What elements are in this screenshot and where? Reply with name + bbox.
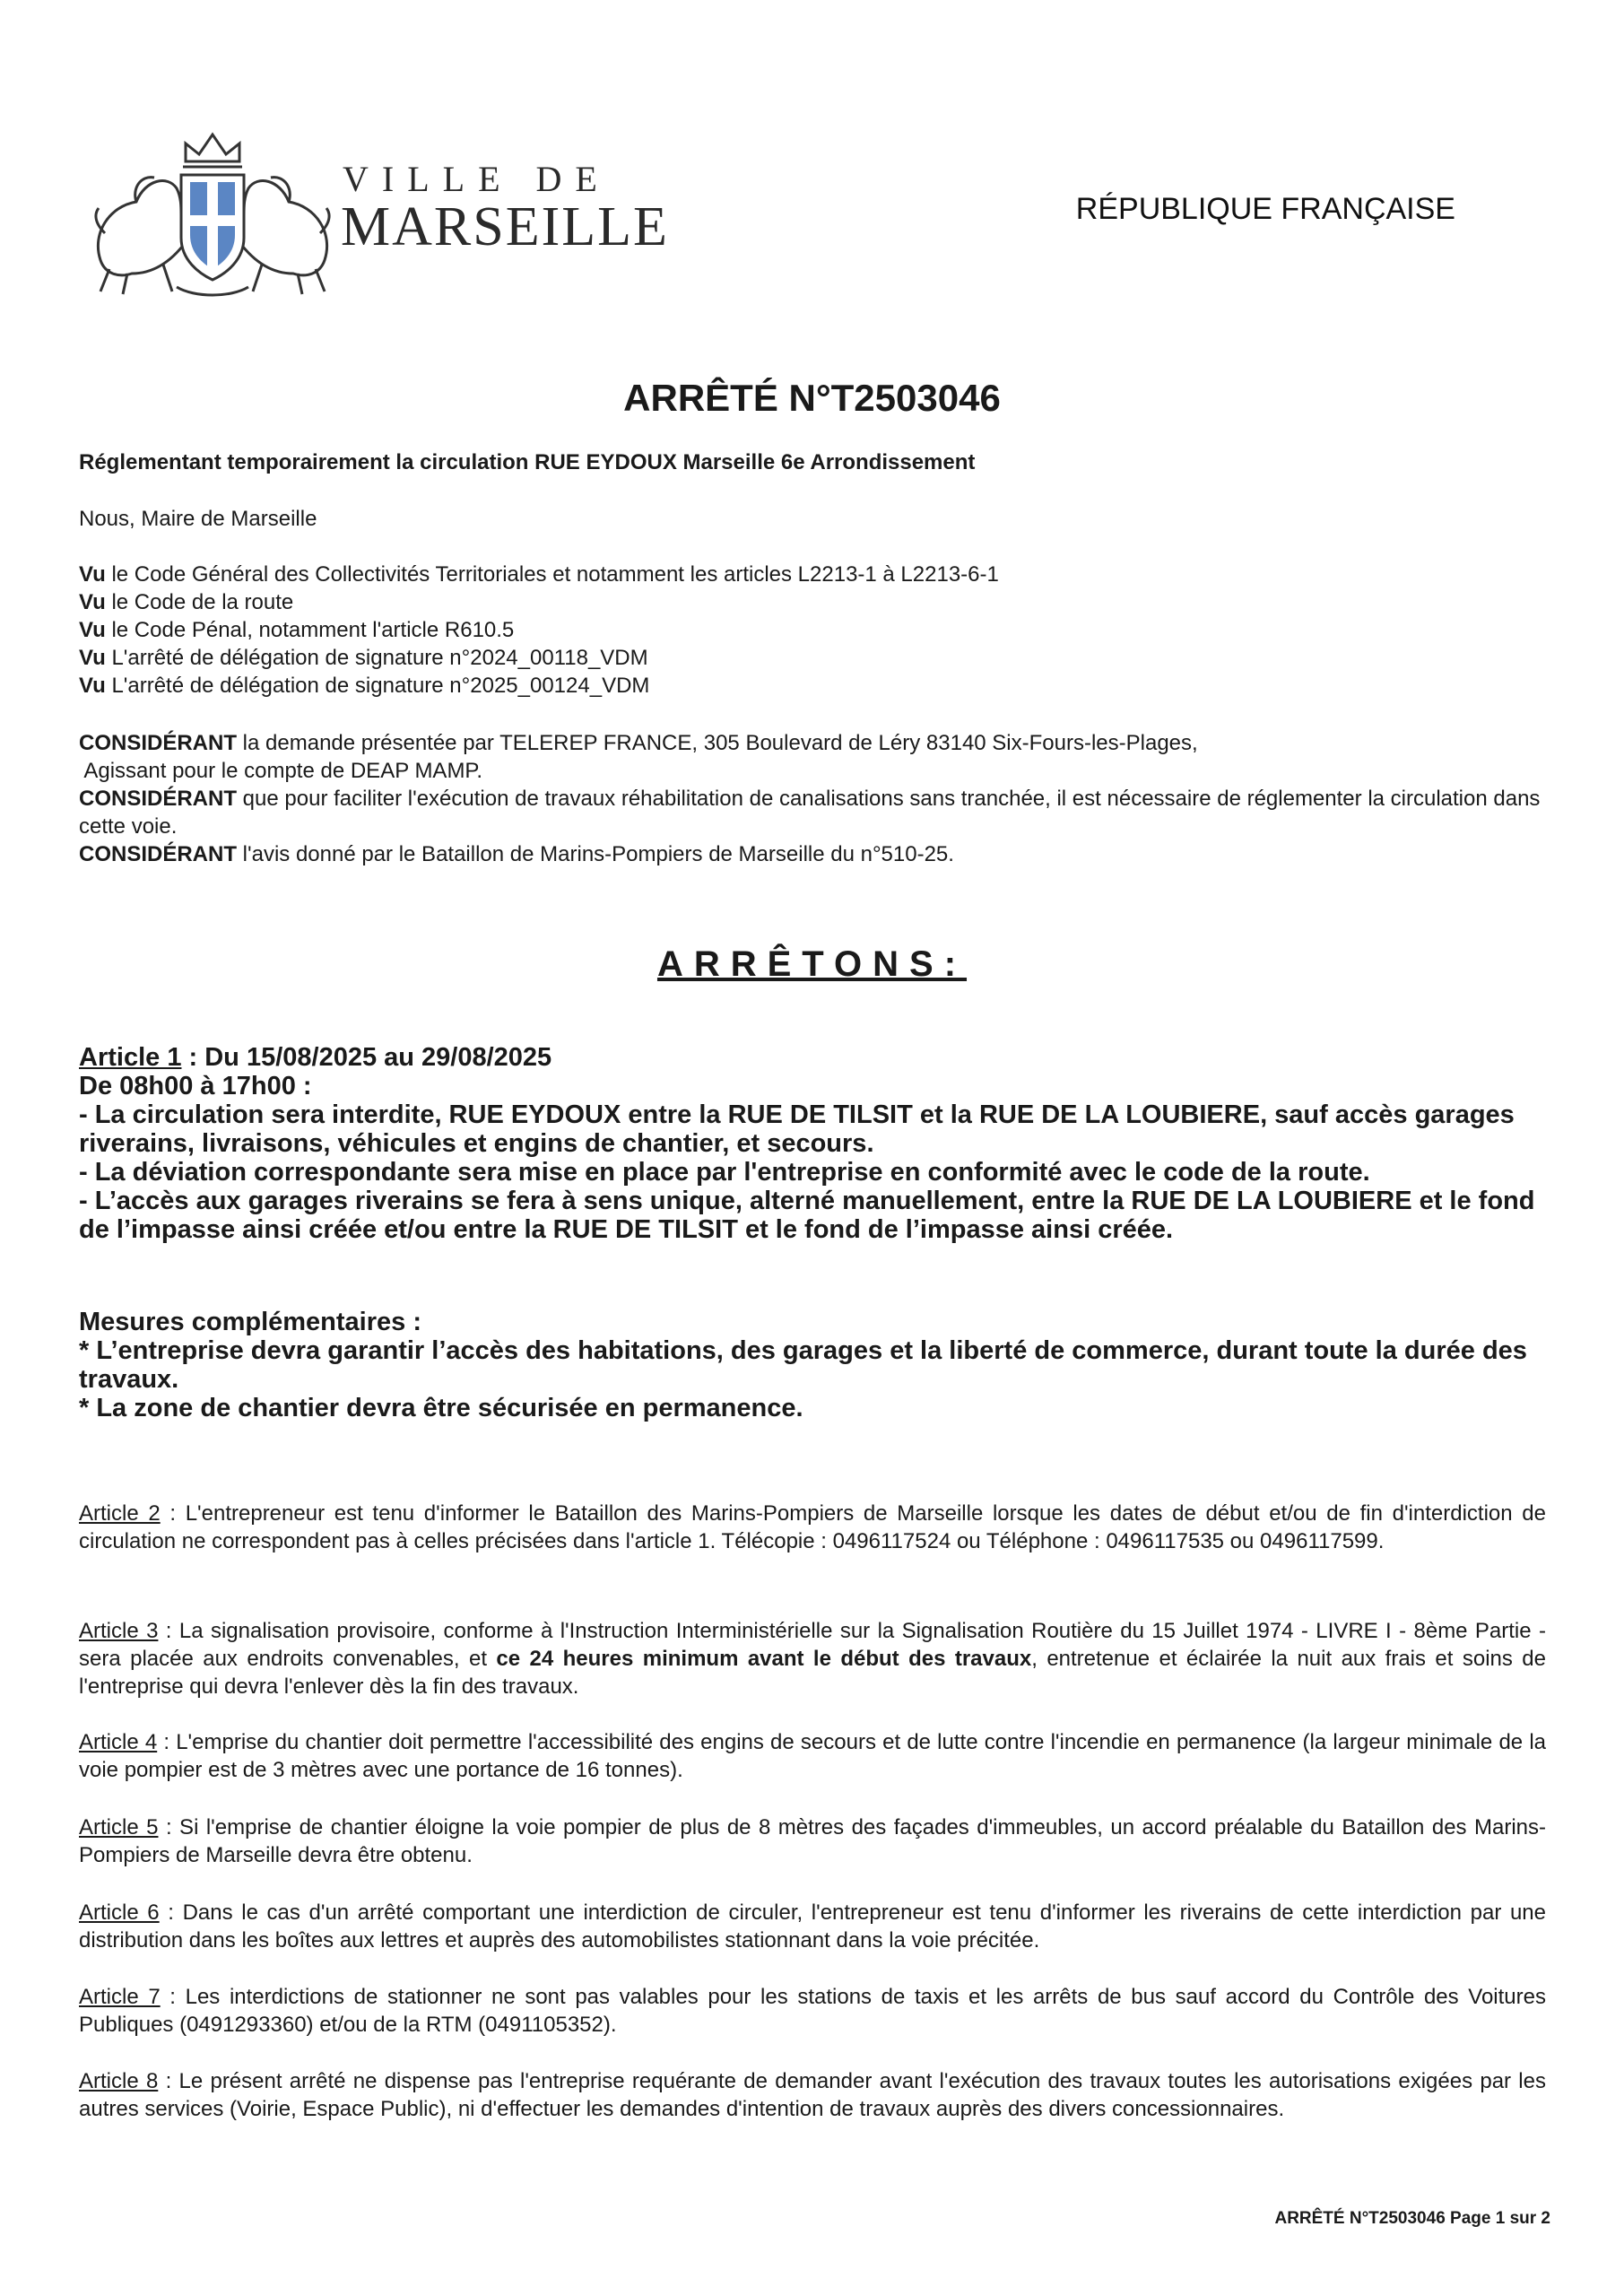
left-lion-icon [96, 178, 186, 294]
article-3-text-a: : La signalisation provisoire, conforme à l'Instruction Interministérielle sur la Signalisation Routière du 15 Juillet 1974 - LIVRE I - 8ème Partie - sera placée aux endroits convenables, et [79, 1619, 1546, 1671]
article-6-label: Article 6 [79, 1900, 160, 1925]
vu-item [79, 616, 1550, 644]
vu-label: Vu [79, 674, 106, 698]
vu-text: L'arrêté de délégation de signature n°2025_00124_VDM [105, 674, 650, 698]
article-8 [79, 2067, 1546, 2123]
considerant-2 [79, 785, 1550, 840]
article-3-label: Article 3 [79, 1619, 159, 1643]
logo-text-ville-de: VILLE DE [343, 159, 611, 199]
considerant-3 [79, 840, 1550, 868]
article-4-text: : L'emprise du chantier doit permettre l'accessibilité des engins de secours et de lutte contre l'incendie en permanence (la largeur minimale de la voie pompier est de 3 mètres avec une portance de 16 tonnes). [79, 1730, 1546, 1782]
vu-text: le Code de la route [105, 590, 294, 614]
mesures-line-2: * La zone de chantier devra être sécurisée en permanence. [79, 1394, 803, 1422]
considerants-block [79, 729, 1550, 868]
vu-item [79, 644, 1550, 672]
article-3-emphasis: ce 24 heures minimum avant le début des travaux [496, 1647, 1032, 1671]
article-1-hours: De 08h00 à 17h00 : [79, 1072, 312, 1100]
article-1-dates [79, 1043, 1550, 1072]
article-8-label: Article 8 [79, 2069, 159, 2093]
considerant-label: CONSIDÉRANT [79, 731, 238, 755]
vu-item [79, 561, 1550, 588]
vu-label: Vu [79, 646, 106, 670]
article-1-line-1: - La circulation sera interdite, RUE EYDOUX entre la RUE DE TILSIT et la RUE DE LA LOUBIERE, sauf accès garages riverains, livraisons, véhicules et engins de chantier, et secours. [79, 1100, 1515, 1158]
logo-text-marseille: MARSEILLE [341, 196, 669, 257]
vu-text: L'arrêté de délégation de signature n°2024_00118_VDM [105, 646, 648, 670]
article-1-date-range: : Du 15/08/2025 au 29/08/2025 [181, 1043, 552, 1072]
considerant-text: que pour faciliter l'exécution de travaux réhabilitation de canalisations sans tranchée, il est nécessaire de réglementer la circulation dans cette voie. [79, 787, 1541, 839]
document-title: ARRÊTÉ N°T2503046 [623, 377, 1001, 419]
article-8-text: : Le présent arrêté ne dispense pas l'entreprise requérante de demander avant l'exécution des travaux toutes les autorisations exigées par les autres services (Voirie, Espace Public), ni d'effectuer les demandes d'intention de travaux auprès des divers concessionnaires. [79, 2069, 1546, 2121]
ribbon-icon [177, 287, 248, 295]
arretons-heading: ARRÊTONS: [656, 944, 968, 984]
considerant-1 [79, 729, 1550, 757]
intro-line: Nous, Maire de Marseille [79, 507, 317, 531]
article-4 [79, 1728, 1546, 1784]
article-7 [79, 1983, 1546, 2039]
crown-icon [183, 135, 242, 167]
article-1-line-3: - L’accès aux garages riverains se fera à sens unique, alterné manuellement, entre la RUE DE LA LOUBIERE et le fond de l’impasse ainsi créée et/ou entre la RUE DE TILSIT et le fond de l’impasse ainsi créée. [79, 1187, 1535, 1244]
considerant-1-line2: Agissant pour le compte de DEAP MAMP. [79, 759, 483, 783]
document-subtitle: Réglementant temporairement la circulation RUE EYDOUX Marseille 6e Arrondissement [79, 450, 976, 474]
cross-horizontal-icon [190, 215, 235, 226]
article-2-text: : L'entrepreneur est tenu d'informer le Bataillon des Marins-Pompiers de Marseille lorsque les dates de début et/ou de fin d'interdiction de circulation ne correspondent pas à celles précisées dans l'article 1. Télécopie : 0496117524 ou Téléphone : 0496117535 ou 0496117599. [79, 1501, 1546, 1553]
considerant-label: CONSIDÉRANT [79, 842, 238, 866]
considerant-text: la demande présentée par TELEREP FRANCE, 305 Boulevard de Léry 83140 Six-Fours-les-Plages, [237, 731, 1198, 755]
right-lion-icon [239, 178, 329, 294]
article-1-label: Article 1 [79, 1043, 182, 1072]
mesures-title: Mesures complémentaires : [79, 1308, 421, 1336]
article-5 [79, 1813, 1546, 1869]
vu-item [79, 672, 1550, 700]
vu-text: le Code Général des Collectivités Territoriales et notamment les articles L2213-1 à L2213-6-1 [105, 562, 999, 587]
article-5-label: Article 5 [79, 1815, 159, 1839]
considerant-text: l'avis donné par le Bataillon de Marins-Pompiers de Marseille du n°510-25. [237, 842, 954, 866]
article-3-text-b: , entretenue et éclairée la nuit aux frais et soins de l'entreprise qui devra l'enlever dès la fin des travaux. [79, 1647, 1546, 1699]
article-1-line-2: - La déviation correspondante sera mise en place par l'entreprise en conformité avec le code de la route. [79, 1158, 1370, 1187]
vu-label: Vu [79, 618, 106, 642]
considerant-label: CONSIDÉRANT [79, 787, 238, 811]
article-5-text: : Si l'emprise de chantier éloigne la voie pompier de plus de 8 mètres des façades d'immeubles, un accord préalable du Bataillon des Marins-Pompiers de Marseille devra être obtenu. [79, 1815, 1546, 1867]
article-4-label: Article 4 [79, 1730, 158, 1754]
article-6-text: : Dans le cas d'un arrêté comportant une interdiction de circuler, l'entrepreneur est tenu d'informer les riverains de cette interdiction par une distribution dans les boîtes aux lettres et auprès des automobilistes stationnant dans la voie précitée. [79, 1900, 1546, 1952]
article-2-label: Article 2 [79, 1501, 161, 1526]
article-7-label: Article 7 [79, 1985, 161, 2009]
vu-item [79, 588, 1550, 616]
mesures-line-1: * L’entreprise devra garantir l’accès des habitations, des garages et la liberté de commerce, durant toute la durée des travaux. [79, 1336, 1527, 1394]
mesures-complementaires [79, 1308, 1550, 1422]
article-7-text: : Les interdictions de stationner ne sont pas valables pour les stations de taxis et les arrêts de bus sauf accord du Contrôle des Voitures Publiques (0491293360) et/ou de la RTM (0491105352). [79, 1985, 1546, 2037]
page-footer: ARRÊTÉ N°T2503046 Page 1 sur 2 [1274, 2209, 1550, 2228]
vu-text: le Code Pénal, notamment l'article R610.5 [105, 618, 515, 642]
vu-list [79, 561, 1550, 700]
article-1 [79, 1043, 1550, 1244]
article-6 [79, 1899, 1546, 1954]
vu-label: Vu [79, 562, 106, 587]
article-2 [79, 1500, 1546, 1555]
republique-francaise-header: RÉPUBLIQUE FRANÇAISE [1075, 192, 1455, 226]
article-3 [79, 1617, 1546, 1700]
vu-label: Vu [79, 590, 106, 614]
